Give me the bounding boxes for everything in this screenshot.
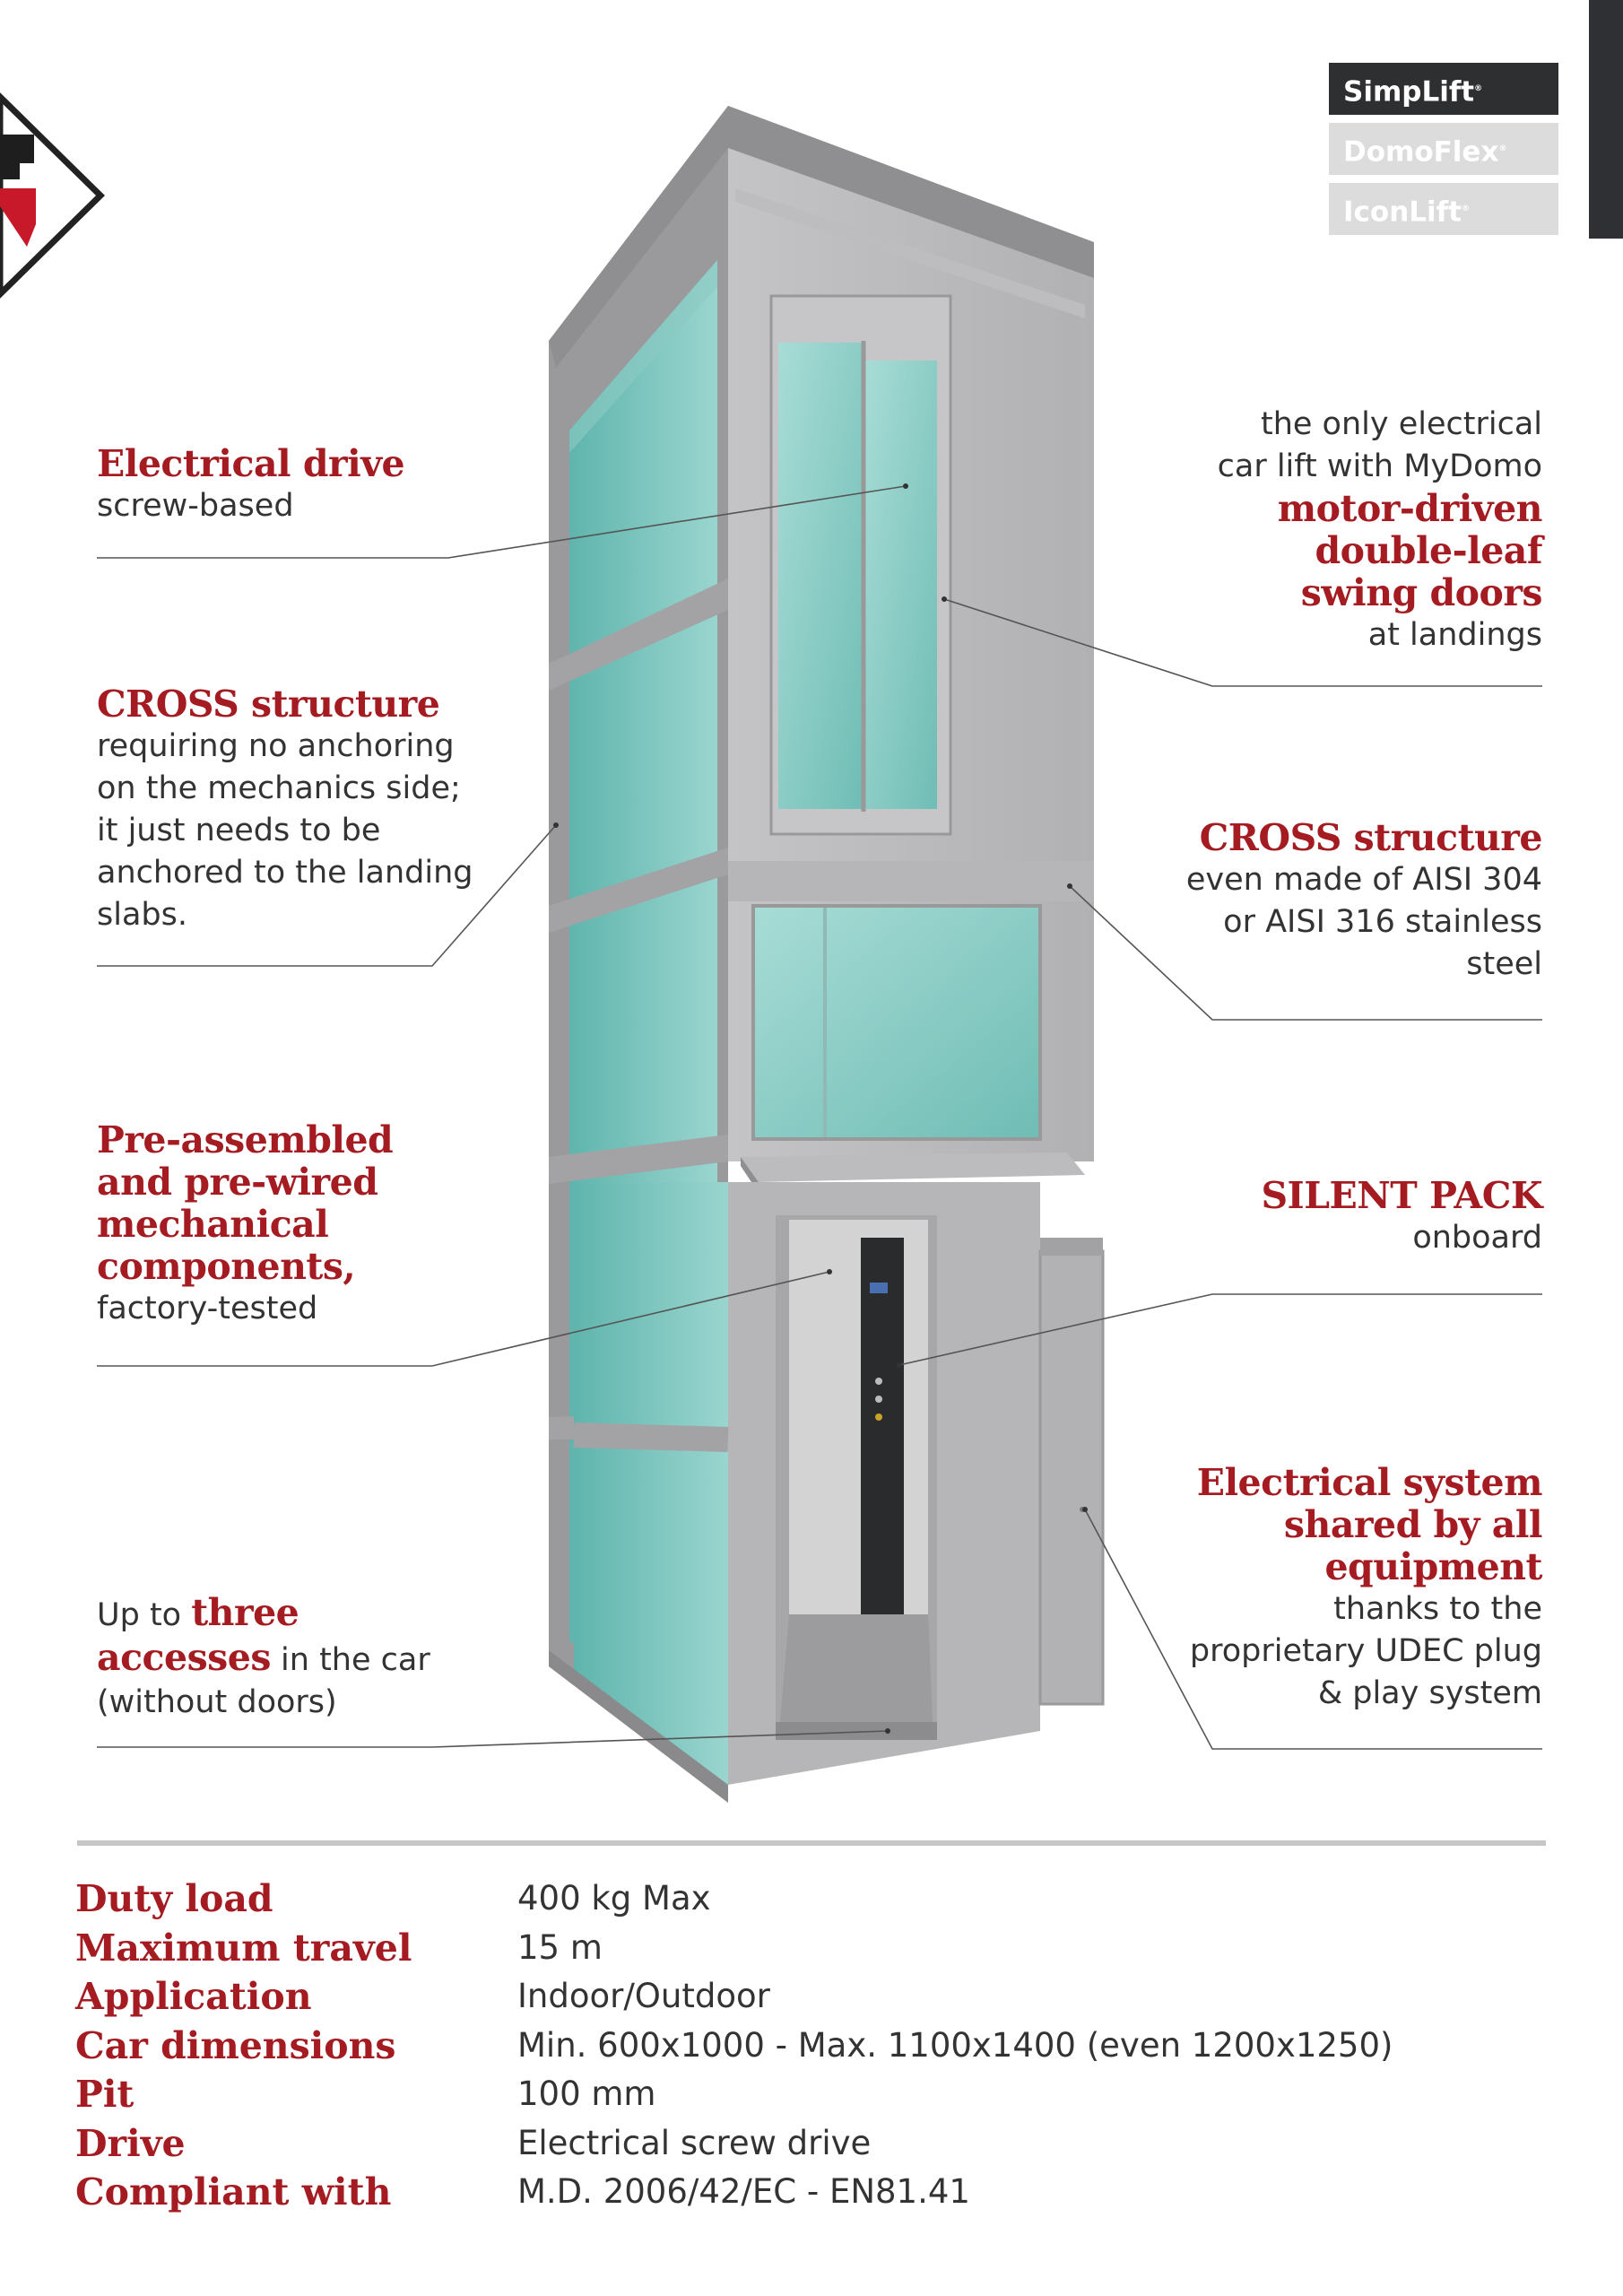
- callout-line: & play system: [1317, 1675, 1542, 1711]
- callout-title: SILENT PACK: [1261, 1174, 1542, 1217]
- callout-swing-doors: [1094, 404, 1542, 657]
- spec-row: [75, 2022, 1555, 2071]
- callout-cross-structure-left: [97, 683, 527, 936]
- spec-label: Duty load: [75, 1877, 273, 1920]
- callout-text: (without doors): [97, 1684, 337, 1720]
- spec-label: Application: [75, 1975, 312, 2018]
- brand-tab-simplift[interactable]: SimpLift®: [1329, 63, 1558, 115]
- callout-text: onboard: [1412, 1220, 1542, 1256]
- specs-table: [75, 1874, 1555, 2217]
- spec-value: 15 m: [517, 1927, 603, 1967]
- callout-emphasis: accesses: [97, 1636, 271, 1679]
- callout-title: mechanical: [97, 1203, 329, 1246]
- callout-line: proprietary UDEC plug: [1189, 1633, 1542, 1669]
- callout-line: the only electrical: [1260, 406, 1542, 442]
- spec-row: [75, 1874, 1555, 1924]
- callout-title: components,: [97, 1245, 356, 1288]
- specs-separator: [77, 1840, 1546, 1846]
- callout-text: factory-tested: [97, 1291, 318, 1326]
- callout-line: even made of AISI 304: [1185, 862, 1542, 898]
- brand-tab-domoflex[interactable]: DomoFlex®: [1329, 123, 1558, 175]
- spec-row: [75, 1972, 1555, 2022]
- callout-line: thanks to the: [1333, 1591, 1542, 1627]
- callout-text: at landings: [1367, 617, 1542, 653]
- spec-row: [75, 2168, 1555, 2217]
- callout-silent-pack: [1094, 1175, 1542, 1259]
- spec-label: Compliant with: [75, 2170, 392, 2213]
- spec-value: 100 mm: [517, 2074, 656, 2113]
- spec-row: [75, 2070, 1555, 2119]
- callout-line: requiring no anchoring: [97, 728, 455, 764]
- company-logo: [0, 97, 100, 294]
- callout-text: screw-based: [97, 488, 294, 524]
- spec-row: [75, 1924, 1555, 1973]
- callout-line: car lift with MyDomo: [1217, 448, 1542, 484]
- callout-title: Electrical drive: [97, 442, 405, 485]
- callout-title: and pre-wired: [97, 1161, 378, 1204]
- spec-value: Electrical screw drive: [517, 2123, 872, 2162]
- spec-value: Indoor/Outdoor: [517, 1977, 770, 2015]
- callout-title: Electrical system: [1196, 1461, 1542, 1504]
- callout-title: double-leaf: [1315, 529, 1542, 572]
- callout-title: CROSS structure: [1199, 816, 1542, 859]
- callout-line: slabs.: [97, 897, 187, 933]
- brand-tab-iconlift[interactable]: IconLift®: [1329, 183, 1558, 235]
- callout-title: Pre-assembled: [97, 1118, 394, 1161]
- callout-electrical-drive: [97, 443, 527, 527]
- spec-value: M.D. 2006/42/EC - EN81.41: [517, 2172, 970, 2211]
- spec-value: 400 kg Max: [517, 1879, 711, 1918]
- callout-line: on the mechanics side;: [97, 770, 461, 806]
- callout-pre-assembled: [97, 1119, 527, 1330]
- spec-row: [75, 2119, 1555, 2169]
- callout-cross-structure-right: [1094, 817, 1542, 986]
- callout-text: Up to: [97, 1597, 192, 1633]
- spec-value: Min. 600x1000 - Max. 1100x1400 (even 1200x1250): [517, 2025, 1393, 2065]
- callout-line: steel: [1466, 946, 1542, 982]
- callout-title: swing doors: [1300, 571, 1542, 614]
- spec-label: Car dimensions: [75, 2023, 396, 2067]
- callout-title: motor-driven: [1277, 487, 1542, 530]
- callout-title: CROSS structure: [97, 683, 440, 726]
- callout-line: it just needs to be: [97, 813, 381, 848]
- side-tab-marker: [1589, 0, 1623, 239]
- spec-label: Drive: [75, 2121, 186, 2165]
- spec-label: Pit: [75, 2073, 135, 2116]
- callout-three-accesses: [97, 1592, 527, 1724]
- callout-title: shared by all: [1283, 1503, 1542, 1546]
- callout-line: or AISI 316 stainless: [1223, 904, 1542, 940]
- spec-label: Maximum travel: [75, 1926, 412, 1970]
- callout-title: equipment: [1324, 1545, 1542, 1588]
- callout-text: in the car: [270, 1642, 430, 1678]
- callout-line: anchored to the landing: [97, 855, 473, 891]
- callout-electrical-system: [1094, 1462, 1542, 1715]
- callout-emphasis: three: [191, 1591, 299, 1634]
